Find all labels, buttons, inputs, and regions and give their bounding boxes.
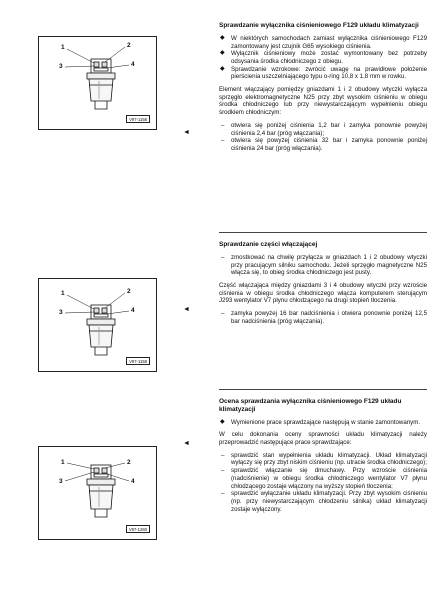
figure-code: V97-1158 — [126, 357, 150, 365]
bullet-item: ◆ W niektórych samochodach zamiast wyłącznika ciśnieniowego F129 zamontowany jest czujnik G65 wysokiego ciśnienia. — [220, 34, 427, 50]
callout-3: 3 — [59, 478, 63, 485]
bullet-item: ◆ Wymienione prace sprawdzające następują w stanie zamontowanym. — [220, 418, 421, 426]
section-divider — [219, 232, 427, 233]
figure-code: V97-1260 — [126, 525, 150, 533]
section-switching-part — [219, 241, 427, 325]
body-paragraph: Część włączająca między gniazdami 3 i 4 obudowy wtyczki przy wzroście ciśnienia w obiegu środka chłodniczego włącza komputerem sterującym J293 wentylator V7 płynu chłodzącego na drugi stopień tłoczenia. — [219, 281, 427, 305]
dash-item: – zamyka powyżej 16 bar nadciśnienia i otwiera ponownie poniżej 12,5 bar nadciśnienia (próg włączania). — [221, 310, 427, 325]
callout-3: 3 — [59, 309, 63, 316]
bullet-item: ◆ Wyłącznik ciśnieniowy może zostać wymontowany bez potrzeby odsysania środka chłodniczego z obiegu. — [220, 50, 427, 65]
callout-2: 2 — [127, 288, 131, 295]
callout-1: 1 — [61, 459, 65, 466]
callout-4: 4 — [131, 61, 135, 68]
dash-item: – otwiera się powyżej ciśnienia 32 bar i zamyka ponownie poniżej ciśnienia 24 bar (próg włączania). — [221, 137, 427, 152]
section-f129-check — [219, 22, 427, 153]
arrow-left-icon: ◄ — [183, 440, 190, 447]
callout-4: 4 — [131, 478, 135, 485]
callout-4: 4 — [131, 307, 135, 314]
dash-item: – sprawdzić stan wypełnienia układu klimatyzacji. Układ klimatyzacji wyłączy się przy zbyt niskim ciśnieniu (np. utracie środka chłodniczego); — [221, 451, 427, 467]
bullet-item: ◆ Sprawdzanie wzrokowe: zwrócić uwagę na prawidłowe położenie pierścienia uszczelniającego typu o-ring 10,8 x 1,8 mm w rowku. — [220, 65, 427, 81]
section-heading: Sprawdzanie części włączającej — [219, 241, 318, 248]
section-divider — [219, 389, 427, 390]
section-heading: Ocena sprawdzania wyłącznika ciśnieniowego F129 układu klimatyzacji — [219, 398, 402, 413]
bullet-diamond-icon: ◆ — [220, 34, 225, 41]
figure-code: V97-1158 — [126, 115, 150, 123]
bullet-diamond-icon: ◆ — [220, 50, 225, 57]
section-f129-evaluation — [219, 398, 427, 513]
dash-item: – sprawdzić włączanie się dmuchawy. Przy wzroście ciśnienia (nadciśnienie) w obiegu środka chłodniczego wentylator V7 płynu chłodzącego zostaje włączony na wyższy stopień tłoczenia; — [221, 467, 427, 490]
section-heading: Sprawdzanie wyłącznika ciśnieniowego F129 układu klimatyzacji — [219, 22, 419, 29]
dash-item: – otwiera się poniżej ciśnienia 1,2 bar i zamyka ponownie powyżej ciśnienia 2,4 bar (próg włączania); — [221, 121, 427, 137]
figure-pressure-switch-1 — [38, 36, 157, 130]
callout-2: 2 — [127, 459, 131, 466]
body-paragraph: Element włączający pomiędzy gniazdami 1 i 2 obudowy wtyczki wyłącza sprzęgło elektromagnetyczne N25 przy zbyt wysokim ciśnieniu w obiegu środka chłodniczego lub przy niewystarczającym wypełnieniu obiegu środkiem chłodniczym: — [219, 86, 427, 117]
callout-1: 1 — [61, 290, 65, 297]
callout-3: 3 — [59, 63, 63, 70]
arrow-left-icon: ◄ — [183, 306, 190, 313]
body-paragraph: W celu dokonania oceny sprawności układu klimatyzacji należy przeprowadzić następujące prace sprawdzające: — [219, 431, 427, 446]
callout-1: 1 — [61, 44, 65, 51]
figure-pressure-switch-2 — [38, 278, 157, 372]
arrow-left-icon: ◄ — [183, 129, 190, 136]
dash-item: – zmostkować na chwilę przyłącza w gniazdach 1 i 2 obudowy wtyczki przy pracującym silniku samochodu. Jeżeli sprzęgło magnetyczne N25 włącza się, to obieg środka chłodniczego jest pusty. — [221, 253, 427, 277]
bullet-diamond-icon: ◆ — [220, 65, 225, 72]
callout-2: 2 — [127, 42, 131, 49]
bullet-diamond-icon: ◆ — [220, 418, 225, 425]
figure-pressure-switch-3 — [38, 446, 157, 540]
dash-item: – sprawdzić wyłączanie układu klimatyzacji. Przy zbyt wysokim ciśnieniu (np. przy niewystarczającym chłodzeniu silnika) układ klimatyzacji zostaje wyłączony. — [221, 490, 427, 513]
